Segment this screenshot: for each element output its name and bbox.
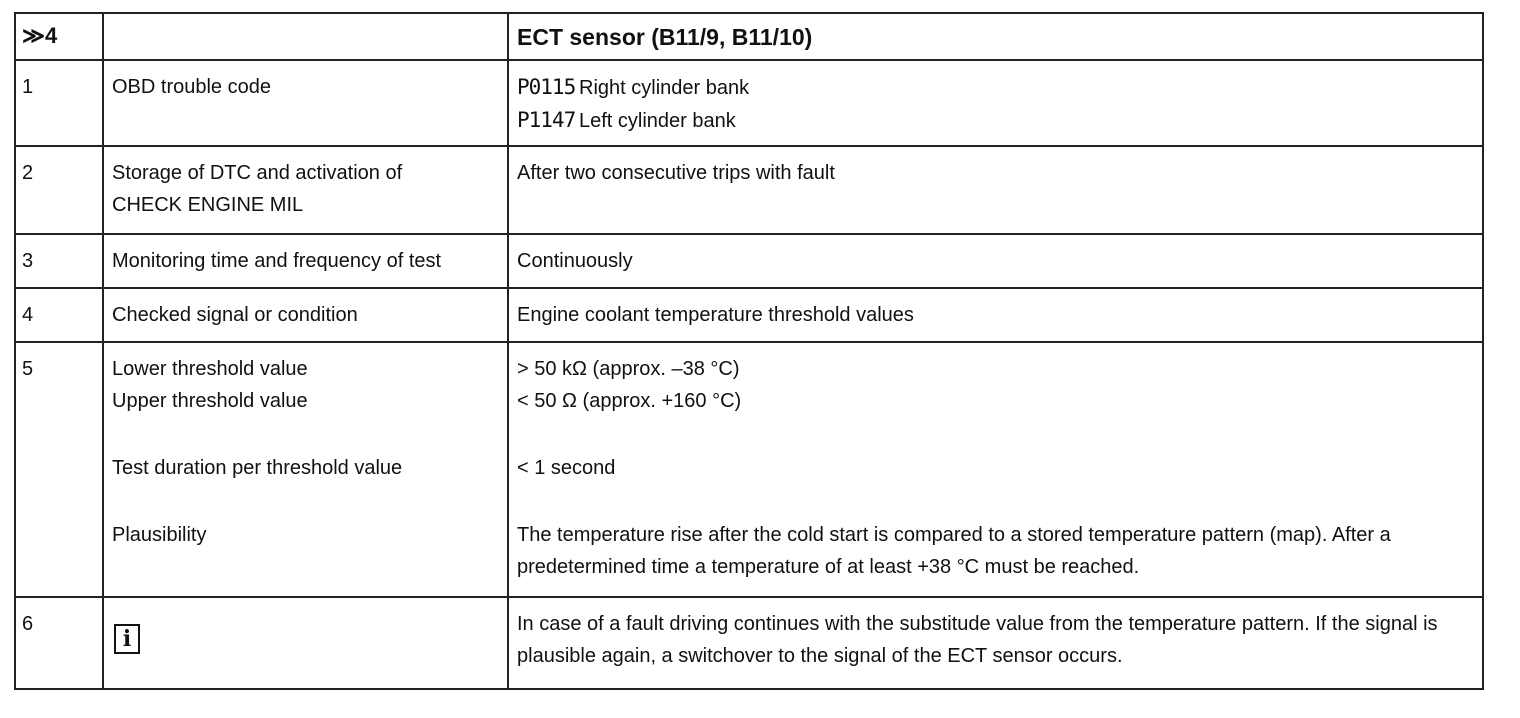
table-row [15,342,1483,597]
row-label: Monitoring time and frequency of test [112,250,442,272]
code-line [517,71,1474,104]
note-text-line: plausible again, a switchover to the signal of the ECT sensor occurs. [517,645,1123,667]
diagnostic-table-page [14,12,1482,700]
trouble-code: P1147 [517,108,576,132]
row-label: OBD trouble code [112,76,271,98]
plausibility-text-line: The temperature rise after the cold start is compared to a stored temperature pattern (map). After a [517,524,1391,546]
header-row [15,13,1483,60]
row-value: Continuously [517,250,633,272]
row-number: 6 [22,613,34,635]
table-row [15,146,1483,234]
header-title-cell [508,13,1483,60]
plausibility-label: Plausibility [112,524,207,546]
row-value [509,61,1482,137]
row-label [104,598,507,656]
code-desc: Left cylinder bank [579,110,736,132]
upper-threshold-label: Upper threshold value [112,390,308,412]
row-label [104,147,507,221]
code-desc: Right cylinder bank [579,77,750,99]
lower-threshold-value: > 50 kΩ (approx. –38 °C) [517,358,740,380]
note-text-line: In case of a fault driving continues with the substitude value from the temperature pattern. If the signal is [517,613,1438,635]
step-mark [15,13,103,60]
page-title: ECT sensor (B11/9, B11/10) [517,24,813,50]
upper-threshold-value: < 50 Ω (approx. +160 °C) [517,390,742,412]
table-row [15,597,1483,689]
table-row [15,234,1483,288]
duration-label: Test duration per threshold value [112,457,403,479]
info-icon: i [114,624,140,654]
table-row [15,288,1483,342]
lower-threshold-label: Lower threshold value [112,358,308,380]
row-label-line: Storage of DTC and activation of [112,162,403,184]
row-value [509,343,1482,583]
trouble-code: P0115 [517,75,576,99]
row-label [104,343,507,551]
row-value: After two consecutive trips with fault [517,162,835,184]
row-number: 1 [22,76,34,98]
row-number: 2 [22,162,34,184]
code-line [517,104,1474,137]
row-label-line: CHECK ENGINE MIL [112,194,304,216]
step-mark-text: ≫4 [22,23,58,48]
row-number: 4 [22,304,34,326]
table-row [15,60,1483,146]
row-value [509,598,1482,672]
row-number: 3 [22,250,34,272]
row-number: 5 [22,358,34,380]
row-value: Engine coolant temperature threshold values [517,304,914,326]
duration-value: < 1 second [517,457,616,479]
diagnostic-table [14,12,1484,690]
row-label: Checked signal or condition [112,304,358,326]
plausibility-text-line: predetermined time a temperature of at least +38 °C must be reached. [517,556,1140,578]
header-empty-cell [103,13,508,60]
